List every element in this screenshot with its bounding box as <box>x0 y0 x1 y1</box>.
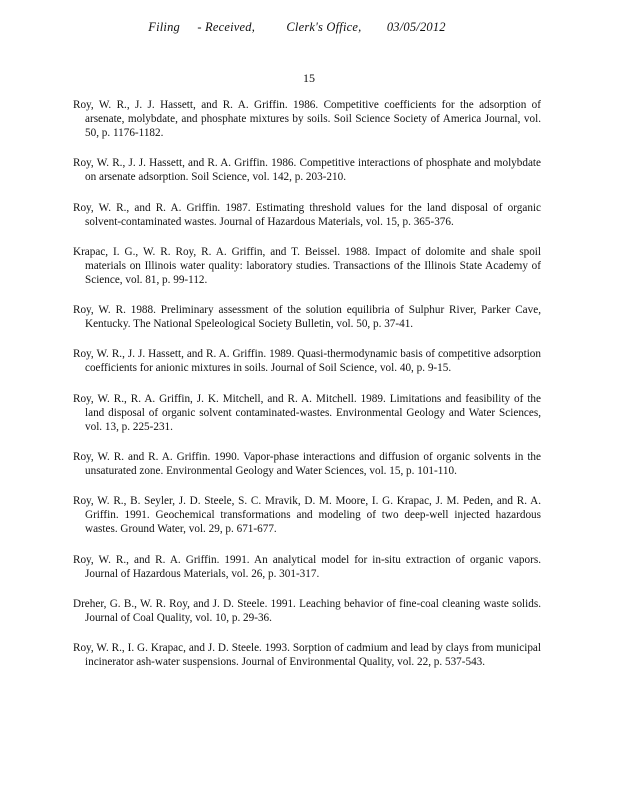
reference-list <box>73 98 541 686</box>
reference-item: Roy, W. R., B. Seyler, J. D. Steele, S. C. Mravik, D. M. Moore, I. G. Krapac, J. M. Peden, and R. A. Griffin. 1991. Geochemical transformations and modeling of two deep-well injected hazardous wastes. Ground Water, vol. 29, p. 671-677. <box>73 495 541 536</box>
reference-item: Roy, W. R., J. J. Hassett, and R. A. Griffin. 1986. Competitive interactions of phosphate and molybdate on arsenate adsorption. Soil Science, vol. 142, p. 203-210. <box>73 157 541 184</box>
reference-item: Roy, W. R., J. J. Hassett, and R. A. Griffin. 1989. Quasi-thermodynamic basis of competitive adsorption coefficients for anionic mixtures in soils. Journal of Soil Science, vol. 40, p. 9-15. <box>73 348 541 375</box>
reference-item: Roy, W. R., and R. A. Griffin. 1987. Estimating threshold values for the land disposal of organic solvent-contaminated wastes. Journal of Hazardous Materials, vol. 15, p. 365-376. <box>73 201 541 228</box>
page-number: 15 <box>303 71 315 85</box>
reference-item: Roy, W. R., I. G. Krapac, and J. D. Steele. 1993. Sorption of cadmium and lead by clays from municipal incinerator ash-water suspensions. Journal of Environmental Quality, vol. 22, p. 537-543. <box>73 642 541 669</box>
reference-item: Roy, W. R. and R. A. Griffin. 1990. Vapor-phase interactions and diffusion of organic solvents in the unsaturated zone. Environmental Geology and Water Sciences, vol. 15, p. 101-110. <box>73 451 541 478</box>
reference-item: Roy, W. R., R. A. Griffin, J. K. Mitchell, and R. A. Mitchell. 1989. Limitations and feasibility of the land disposal of organic solvent contaminated-wastes. Environmental Geology and Water Sciences, vol. 13, p. 225-231. <box>73 392 541 433</box>
reference-item: Krapac, I. G., W. R. Roy, R. A. Griffin, and T. Beissel. 1988. Impact of dolomite and shale spoil materials on Illinois water quality: laboratory studies. Transactions of the Illinois State Academy of Science, vol. 81, p. 99-112. <box>73 245 541 286</box>
header-clerks-office: Clerk's Office, <box>286 20 362 34</box>
reference-item: Roy, W. R., J. J. Hassett, and R. A. Griffin. 1986. Competitive coefficients for the adsorption of arsenate, molybdate, and phosphate mixtures by soils. Soil Science Society of America Journal, vol. 50, p. 1176-1182. <box>73 99 541 139</box>
reference-item: Roy, W. R., and R. A. Griffin. 1991. An analytical model for in-situ extraction of organic vapors. Journal of Hazardous Materials, vol. 26, p. 301-317. <box>73 553 541 580</box>
header-filing: Filing <box>148 20 180 34</box>
reference-item: Roy, W. R. 1988. Preliminary assessment of the solution equilibria of Sulphur River, Parker Cave, Kentucky. The National Speleological Society Bulletin, vol. 50, p. 37-41. <box>73 304 541 331</box>
filing-header <box>0 20 618 35</box>
header-date: 03/05/2012 <box>386 20 446 34</box>
header-received: - Received, <box>197 20 256 34</box>
reference-item: Dreher, G. B., W. R. Roy, and J. D. Steele. 1991. Leaching behavior of fine-coal cleaning waste solids. Journal of Coal Quality, vol. 10, p. 29-36. <box>73 597 541 624</box>
